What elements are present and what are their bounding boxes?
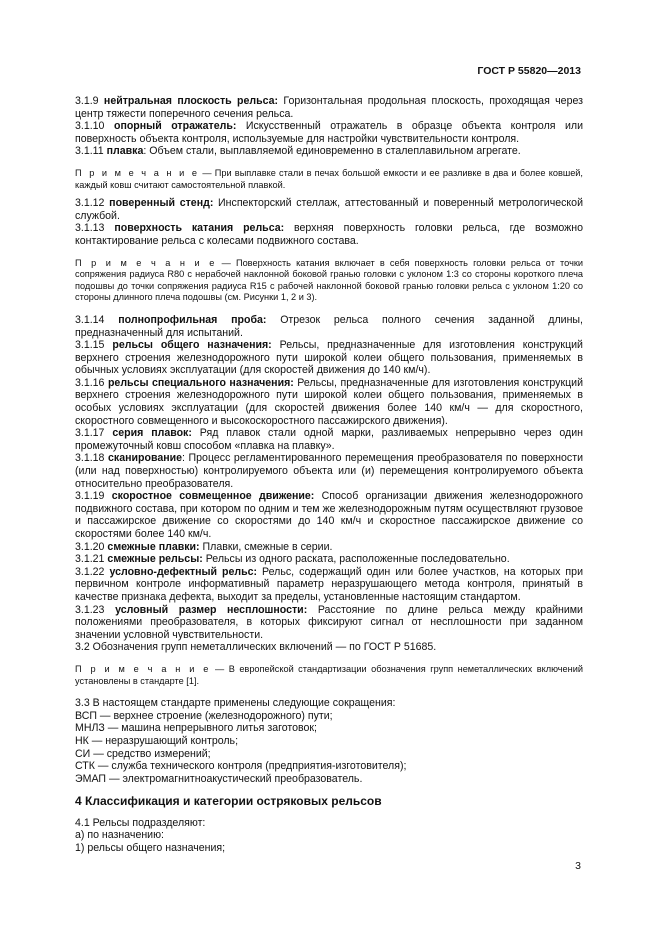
- definition-3-1-11: 3.1.11 плавка: Объем стали, выплавляемой единовременно в сталеплавильном агрегате.: [75, 145, 521, 158]
- note-3: П р и м е ч а н и е — В европейской стандартизации обозначения групп неметаллических включений установлены в стандарте [1].: [75, 663, 583, 686]
- abbreviation-item: ЭМАП — электромагнитноакустический преобразователь.: [75, 772, 363, 785]
- clause-4-1-a-1: 1) рельсы общего назначения;: [75, 842, 226, 855]
- clause-4-1-a: а) по назначению:: [75, 829, 164, 842]
- abbreviation-item: МНЛЗ — машина непрерывного литья заготовок;: [75, 722, 317, 735]
- definition-3-1-21: 3.1.21 смежные рельсы: Рельсы из одного раската, расположенные последовательно.: [75, 553, 510, 566]
- note-2: П р и м е ч а н и е — Поверхность катания включает в себя поверхность головки рельса от точки сопряжения радиуса R80 с нерабочей наклонной боковой гранью головки с уклоном 1:3 со стороны короткого плеча подошвы до точки сопряжения радиуса R15 с рабочей наклонной боковой гранью головки рельса с уклоном 1:20 со стороны длинного плеча подошвы (см. Рисунки 1, 2 и 3).: [75, 257, 584, 303]
- definition-3-1-12: 3.1.12 поверенный стенд: Инспекторский стеллаж, аттестованный и поверенный метрологической службой.: [75, 197, 583, 222]
- abbreviations-list: [75, 697, 583, 785]
- definition-3-1-13: 3.1.13 поверхность катания рельса: верхняя поверхность головки рельса, где возможно контактирование рельса с колесами подвижного состава.: [75, 222, 583, 247]
- definition-3-1-9: 3.1.9 нейтральная плоскость рельса: Горизонтальная продольная плоскость, проходящая через центр тяжести поперечного сечения рельса.: [75, 95, 583, 120]
- abbreviation-item: СИ — средство измерений;: [75, 747, 211, 760]
- document-code-header: ГОСТ Р 55820—2013: [477, 65, 581, 77]
- definition-3-1-23: 3.1.23 условный размер несплошности: Расстояние по длине рельса между крайними положениями преобразователя, в которых фиксируют сигнал от несплошности при заданном значении условной чувствительности.: [75, 603, 583, 641]
- definition-3-1-17: 3.1.17 серия плавок: Ряд плавок стали одной марки, разливаемых непрерывно через один промежуточный ковш способом «плавка на плавку».: [75, 427, 583, 452]
- page-number: 3: [575, 860, 581, 872]
- section-4-heading: 4 Классификация и категории остряковых рельсов: [75, 794, 382, 809]
- definition-3-1-19: 3.1.19 скоростное совмещенное движение: Способ организации движения железнодорожного подвижного состава, при котором по одним и тем же железнодорожным путям осуществляют грузовое и пассажирское движение со скоростями до 140 км/ч и скоростное пассажирское движение со скоростями более 140 км/ч.: [75, 490, 583, 540]
- abbreviation-item: НК — неразрушающий контроль;: [75, 734, 239, 747]
- abbreviation-item: ВСП — верхнее строение (железнодорожного) пути;: [75, 709, 333, 722]
- definition-3-1-16: 3.1.16 рельсы специального назначения: Рельсы, предназначенные для изготовления конструкций верхнего строения железнодорожного пути широкой колеи общего пользования, применяемых в особых условиях эксплуатации (для скоростей движения более 140 км/ч — для скоростного, скоростного совмещенного и высокоскоростного пассажирского движения).: [75, 376, 583, 427]
- definition-3-1-14: 3.1.14 полнопрофильная проба: Отрезок рельса полного сечения заданной длины, предназначенный для испытаний.: [75, 313, 583, 339]
- clause-3-2: 3.2 Обозначения групп неметаллических включений — по ГОСТ Р 51685.: [75, 641, 437, 654]
- definition-3-1-18: 3.1.18 сканирование: Процесс регламентированного перемещения преобразователя по поверхности (или над поверхностью) контролируемого объекта или (и) перемещения контролируемого объекта относительно преобразователя.: [75, 452, 583, 490]
- abbreviation-item: СТК — служба технического контроля (предприятия-изготовителя);: [75, 760, 407, 773]
- definition-3-1-22: 3.1.22 условно-дефектный рельс: Рельс, содержащий один или более участков, на которых при первичном контроле информативный параметр неразрушающего метода контроля, принятый в качестве признака дефекта, выходит за пределы, установленные настоящим стандартом.: [75, 565, 583, 603]
- document-body: [75, 95, 583, 855]
- clause-3-3: 3.3 В настоящем стандарте применены следующие сокращения:: [75, 697, 396, 710]
- clause-4-1: 4.1 Рельсы подразделяют:: [75, 816, 206, 829]
- definition-3-1-10: 3.1.10 опорный отражатель: Искусственный отражатель в образце объекта контроля или поверхность объекта контроля, используемые для настройки чувствительности контроля.: [75, 120, 583, 145]
- clause-4-1-list: [75, 817, 583, 855]
- note-1: П р и м е ч а н и е — При выплавке стали в печах большой емкости и ее разливке в два и более ковшей, каждый ковш считают самостоятельной плавкой.: [75, 167, 583, 190]
- definition-3-1-20: 3.1.20 смежные плавки: Плавки, смежные в серии.: [75, 540, 333, 553]
- definition-3-1-15: 3.1.15 рельсы общего назначения: Рельсы, предназначенные для изготовления конструкций верхнего строения железнодорожного пути широкой колеи общего пользования, применяемых в обычных условиях эксплуатации (для скоростей движения до 140 км/ч).: [75, 339, 583, 377]
